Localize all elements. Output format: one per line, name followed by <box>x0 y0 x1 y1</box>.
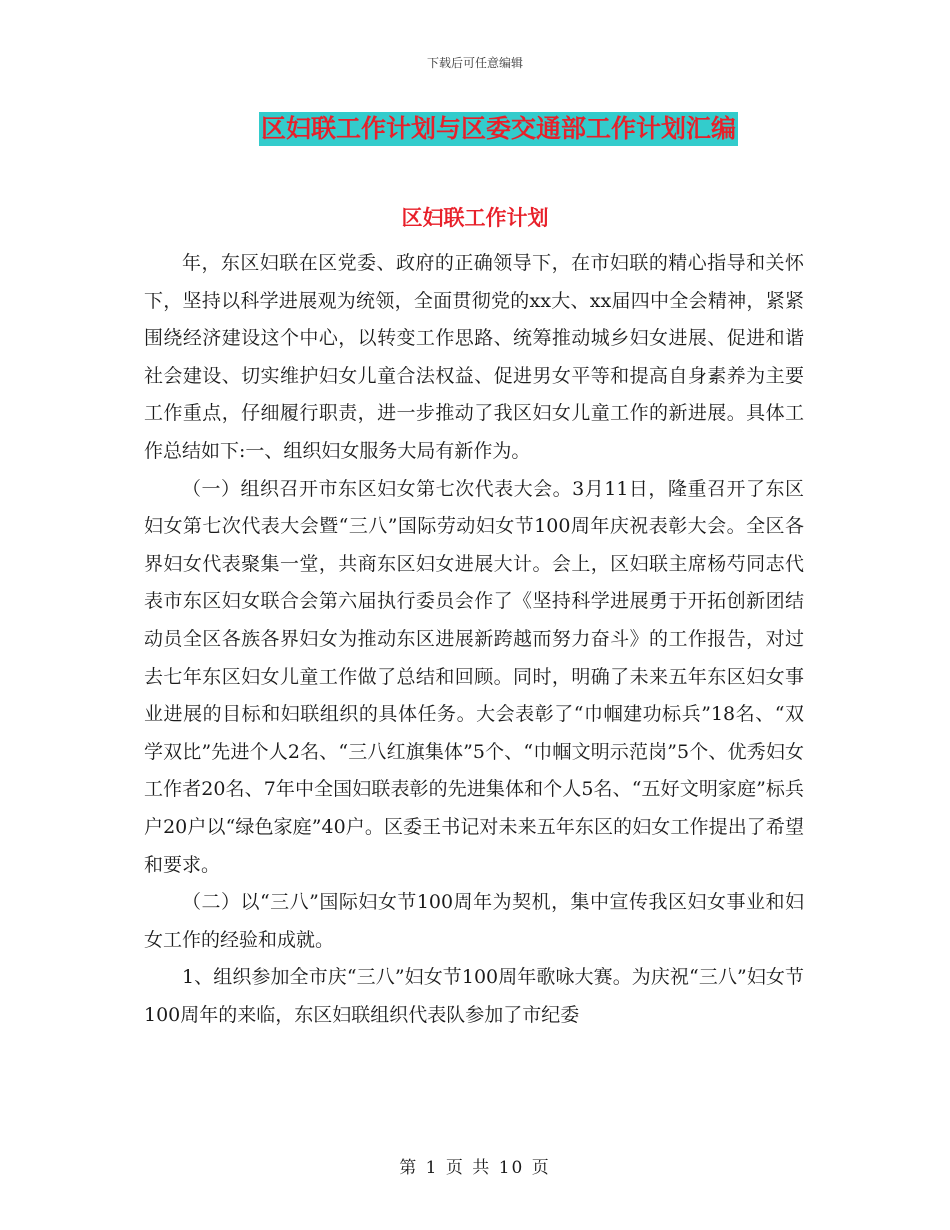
paragraph-4: 1、组织参加全市庆“三八”妇女节100周年歌咏大赛。为庆祝“三八”妇女节100周年的来临，东区妇联组织代表队参加了市纪委 <box>144 966 804 1026</box>
document-body <box>144 245 804 1034</box>
paragraph-3: （二）以“三八”国际妇女节100周年为契机，集中宣传我区妇女事业和妇女工作的经验和成就。 <box>144 891 804 951</box>
paragraph-1: 年，东区妇联在区党委、政府的正确领导下，在市妇联的精心指导和关怀下，坚持以科学进展观为统领，全面贯彻党的xx大、xx届四中全会精神，紧紧围绕经济建设这个中心，以转变工作思路、统筹推动城乡妇女进展、促进和谐社会建设、切实维护妇女儿童合法权益、促进男女平等和提高自身素养为主要工作重点，仔细履行职责，进一步推动了我区妇女儿童工作的新进展。具体工作总结如下:一、组织妇女服务大局有新作为。 <box>144 252 804 462</box>
document-title: 区妇联工作计划与区委交通部工作计划汇编 <box>259 112 738 146</box>
paragraph-2: （一）组织召开市东区妇女第七次代表大会。3月11日，隆重召开了东区妇女第七次代表大会暨“三八”国际劳动妇女节100周年庆祝表彰大会。全区各界妇女代表聚集一堂，共商东区妇女进展大计。会上，区妇联主席杨芍同志代表市东区妇女联合会第六届执行委员会作了《坚持科学进展勇于开拓创新团结动员全区各族各界妇女为推动东区进展新跨越而努力奋斗》的工作报告，对过去七年东区妇女儿童工作做了总结和回顾。同时，明确了未来五年东区妇女事业进展的目标和妇联组织的具体任务。大会表彰了“巾帼建功标兵”18名、“双学双比”先进个人2名、“三八红旗集体”5个、“巾帼文明示范岗”5个、优秀妇女工作者20名、7年中全国妇联表彰的先进集体和个人5名、“五好文明家庭”标兵户20户以“绿色家庭”40户。区委王书记对未来五年东区的妇女工作提出了希望和要求。 <box>144 477 804 876</box>
page-number-footer: 第 1 页 共 10 页 <box>399 1158 551 1178</box>
page-header-note: 下载后可任意编辑 <box>426 56 523 70</box>
section-title: 区妇联工作计划 <box>401 205 549 230</box>
document-title-container <box>0 112 950 146</box>
